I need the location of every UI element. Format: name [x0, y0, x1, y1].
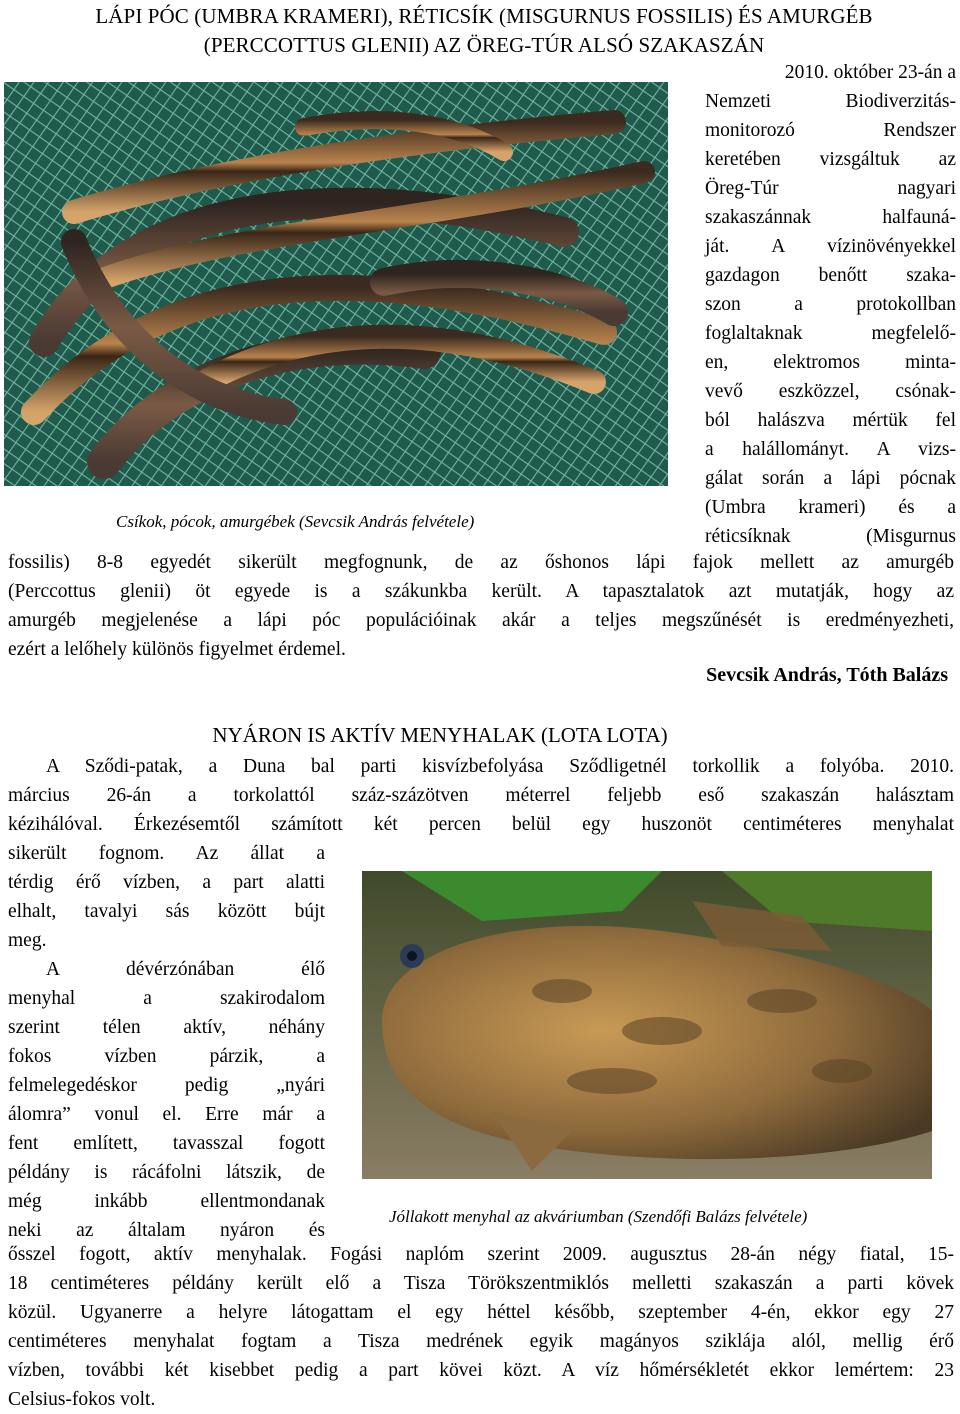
article2-side-column: [8, 839, 325, 1245]
article2-intro: [8, 752, 954, 839]
text-line: álomra” vonul el. Erre már a: [8, 1104, 325, 1125]
article1-body: [8, 548, 954, 664]
text-line: a halállományt. A vizs-: [705, 439, 956, 460]
text-line: neki az általam nyáron és: [8, 1220, 325, 1241]
burbot-illustration: [362, 871, 932, 1179]
text-line: felmelegedéskor pedig „nyári: [8, 1075, 325, 1096]
text-line: térdig érő vízben, a part alatti: [8, 872, 325, 893]
text-line: vízben, további két kisebbet pedig a part kövei közt. A víz hőmérsékletét ekkor lemértem: 23: [8, 1360, 954, 1381]
text-line: A dévérzónában élő: [46, 959, 325, 980]
loaches-illustration: [4, 82, 668, 486]
article1-signature: Sevcsik András, Tóth Balázs: [706, 664, 948, 686]
loaches-photo: [4, 82, 668, 486]
loaches-photo-caption: Csíkok, pócok, amurgébek (Sevcsik András felvétele): [116, 512, 475, 531]
text-line: Nemzeti Biodiverzitás-: [705, 91, 956, 112]
text-line: elhalt, tavalyi sás között bújt: [8, 901, 325, 922]
article1-title: [34, 2, 934, 60]
text-line: foglaltaknak megfelelő-: [705, 323, 956, 344]
burbot-photo-caption: Jóllakott menyhal az akváriumban (Szendőfi Balázs felvétele): [389, 1207, 808, 1226]
text-line: Öreg-Túr nagyari: [705, 178, 956, 199]
text-line: gazdagon benőtt szaka-: [705, 265, 956, 286]
text-line: amurgéb megjelenése a lápi póc populációinak akár a teljes megszűnését is eredményezheti,: [8, 610, 954, 631]
text-line: szerint télen aktív, néhány: [8, 1017, 325, 1038]
text-line: szon a protokollban: [705, 294, 956, 315]
text-line: gálat során a lápi pócnak: [705, 468, 956, 489]
text-line: (Umbra krameri) és a: [705, 497, 956, 518]
text-line: még inkább ellentmondanak: [8, 1191, 325, 1212]
text-line: (Perccottus glenii) öt egyede is a szákunkba került. A tapasztalatok azt mutatják, hogy az: [8, 581, 954, 602]
text-line: A Sződi-patak, a Duna bal parti kisvízbefolyása Sződligetnél torkollik a folyóba. 2010.: [46, 756, 954, 777]
text-line: ősszel fogott, aktív menyhalak. Fogási naplóm szerint 2009. augusztus 28-án négy fiatal, 15-: [8, 1244, 954, 1265]
text-line: 2010. október 23-án a: [784, 62, 956, 83]
text-line: ját. A vízinövényekkel: [705, 236, 956, 257]
text-line: fent említett, tavasszal fogott: [8, 1133, 325, 1154]
text-line: keretében vizsgáltuk az: [705, 149, 956, 170]
text-line: centiméteres menyhalat fogtam a Tisza medrének egyik magányos sziklája alól, mellig érő: [8, 1331, 954, 1352]
article2-body: [8, 1240, 954, 1414]
text-line: meg.: [8, 930, 47, 951]
text-line: kézihálóval. Érkezésemtől számított két percen belül egy huszonöt centiméteres menyhalat: [8, 814, 954, 835]
text-line: március 26-án a torkolattól száz-százötven méterrel feljebb eső szakaszán halásztam: [8, 785, 954, 806]
article2-title: NYÁRON IS AKTÍV MENYHALAK (LOTA LOTA): [212, 723, 668, 747]
text-line: közül. Ugyanerre a helyre látogattam el egy héttel később, szeptember 4-én, ekkor egy 27: [8, 1302, 954, 1323]
text-line: ezért a lelőhely különös figyelmet érdemel.: [8, 639, 346, 660]
text-line: szakaszánnak halfauná-: [705, 207, 956, 228]
text-line: monitorozó Rendszer: [705, 120, 956, 141]
text-line: vevő eszközzel, csónak-: [705, 381, 956, 402]
text-line: fokos vízben párzik, a: [8, 1046, 325, 1067]
text-line: en, elektromos minta-: [705, 352, 956, 373]
text-line: 18 centiméteres példány került elő a Tisza Törökszentmiklós melletti szakaszán a parti kövek: [8, 1273, 954, 1294]
article1-title-line-1: LÁPI PÓC (UMBRA KRAMERI), RÉTICSÍK (MISGURNUS FOSSILIS) ÉS AMURGÉB: [95, 4, 873, 28]
article1-side-column: [705, 58, 956, 551]
text-line: Celsius-fokos volt.: [8, 1389, 156, 1410]
text-line: ból halászva mértük fel: [705, 410, 956, 431]
text-line: menyhal a szakirodalom: [8, 988, 325, 1009]
burbot-photo: [362, 871, 932, 1179]
text-line: sikerült fognom. Az állat a: [8, 843, 325, 864]
article1-title-line-2: (PERCCOTTUS GLENII) AZ ÖREG-TÚR ALSÓ SZAKASZÁN: [203, 33, 765, 57]
text-line: réticsíknak (Misgurnus: [705, 526, 956, 547]
text-line: fossilis) 8-8 egyedét sikerült megfognunk, de az őshonos lápi fajok mellett az amurgéb: [8, 552, 954, 573]
text-line: példány is rácáfolni látszik, de: [8, 1162, 325, 1183]
